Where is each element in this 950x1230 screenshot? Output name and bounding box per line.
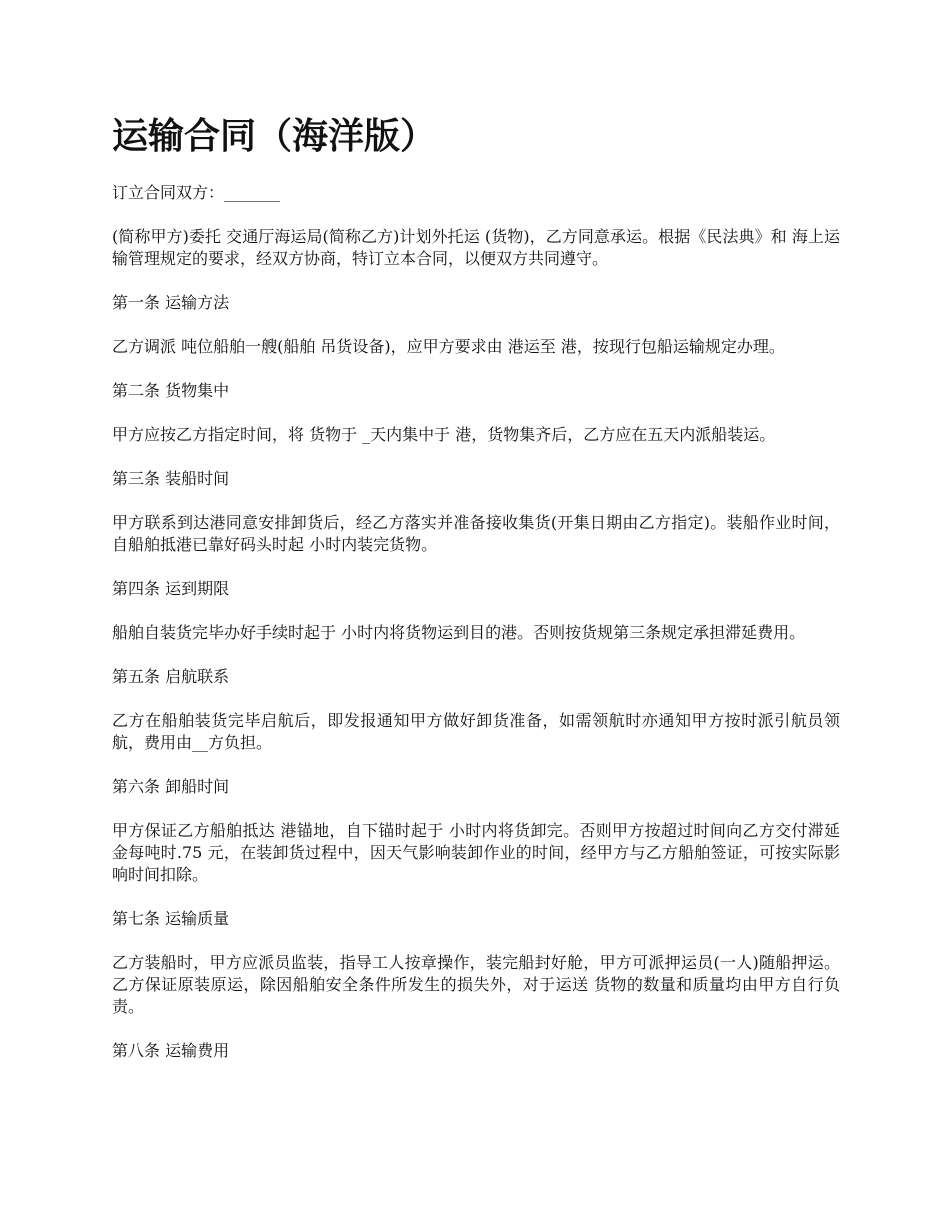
article-6-body: 甲方保证乙方船舶抵达 港锚地，自下锚时起于 小时内将货卸完。否则甲方按超过时间向乙方交付滞延金每吨时.75 元，在装卸货过程中，因天气影响装卸作业的时间，经甲方与乙方船舶签证，可按实际影响时间扣除。 [112,821,840,884]
article-2-heading: 第二条 货物集中 [112,381,230,400]
article-4-heading: 第四条 运到期限 [112,579,230,598]
parties-line: 订立合同双方：_______ [112,183,281,202]
article-8-heading: 第八条 运输费用 [112,1041,230,1060]
contract-document [112,112,840,1084]
article-2-body: 甲方应按乙方指定时间，将 货物于 _天内集中于 港，货物集齐后，乙方应在五天内派船装运。 [112,425,776,444]
intro-paragraph: (简称甲方)委托 交通厅海运局(简称乙方)计划外托运 (货物)，乙方同意承运。根据《民法典》和 海上运输管理规定的要求，经双方协商，特订立本合同，以便双方共同遵守。 [112,227,840,268]
article-6-heading: 第六条 卸船时间 [112,777,230,796]
article-3-body: 甲方联系到达港同意安排卸货后，经乙方落实并准备接收集货(开集日期由乙方指定)。装船作业时间，自船舶抵港已靠好码头时起 小时内装完货物。 [112,513,840,554]
article-7-body: 乙方装船时，甲方应派员监装，指导工人按章操作，装完船封好舱，甲方可派押运员(一人)随船押运。乙方保证原装原运，除因船舶安全条件所发生的损失外，对于运送 货物的数量和质量均由甲方自行负责。 [112,953,840,1016]
article-3-heading: 第三条 装船时间 [112,469,230,488]
article-4-body: 船舶自装货完毕办好手续时起于 小时内将货物运到目的港。否则按货规第三条规定承担滞延费用。 [112,623,806,642]
article-5-heading: 第五条 启航联系 [112,667,230,686]
document-title: 运输合同（海洋版） [112,115,437,157]
article-7-heading: 第七条 运输质量 [112,909,230,928]
article-1-body: 乙方调派 吨位船舶一艘(船舶 吊货设备)，应甲方要求由 港运至 港，按现行包船运输规定办理。 [112,337,785,356]
article-5-body: 乙方在船舶装货完毕启航后，即发报通知甲方做好卸货准备，如需领航时亦通知甲方按时派引航员领航，费用由__方负担。 [112,711,840,752]
article-1-heading: 第一条 运输方法 [112,293,230,312]
